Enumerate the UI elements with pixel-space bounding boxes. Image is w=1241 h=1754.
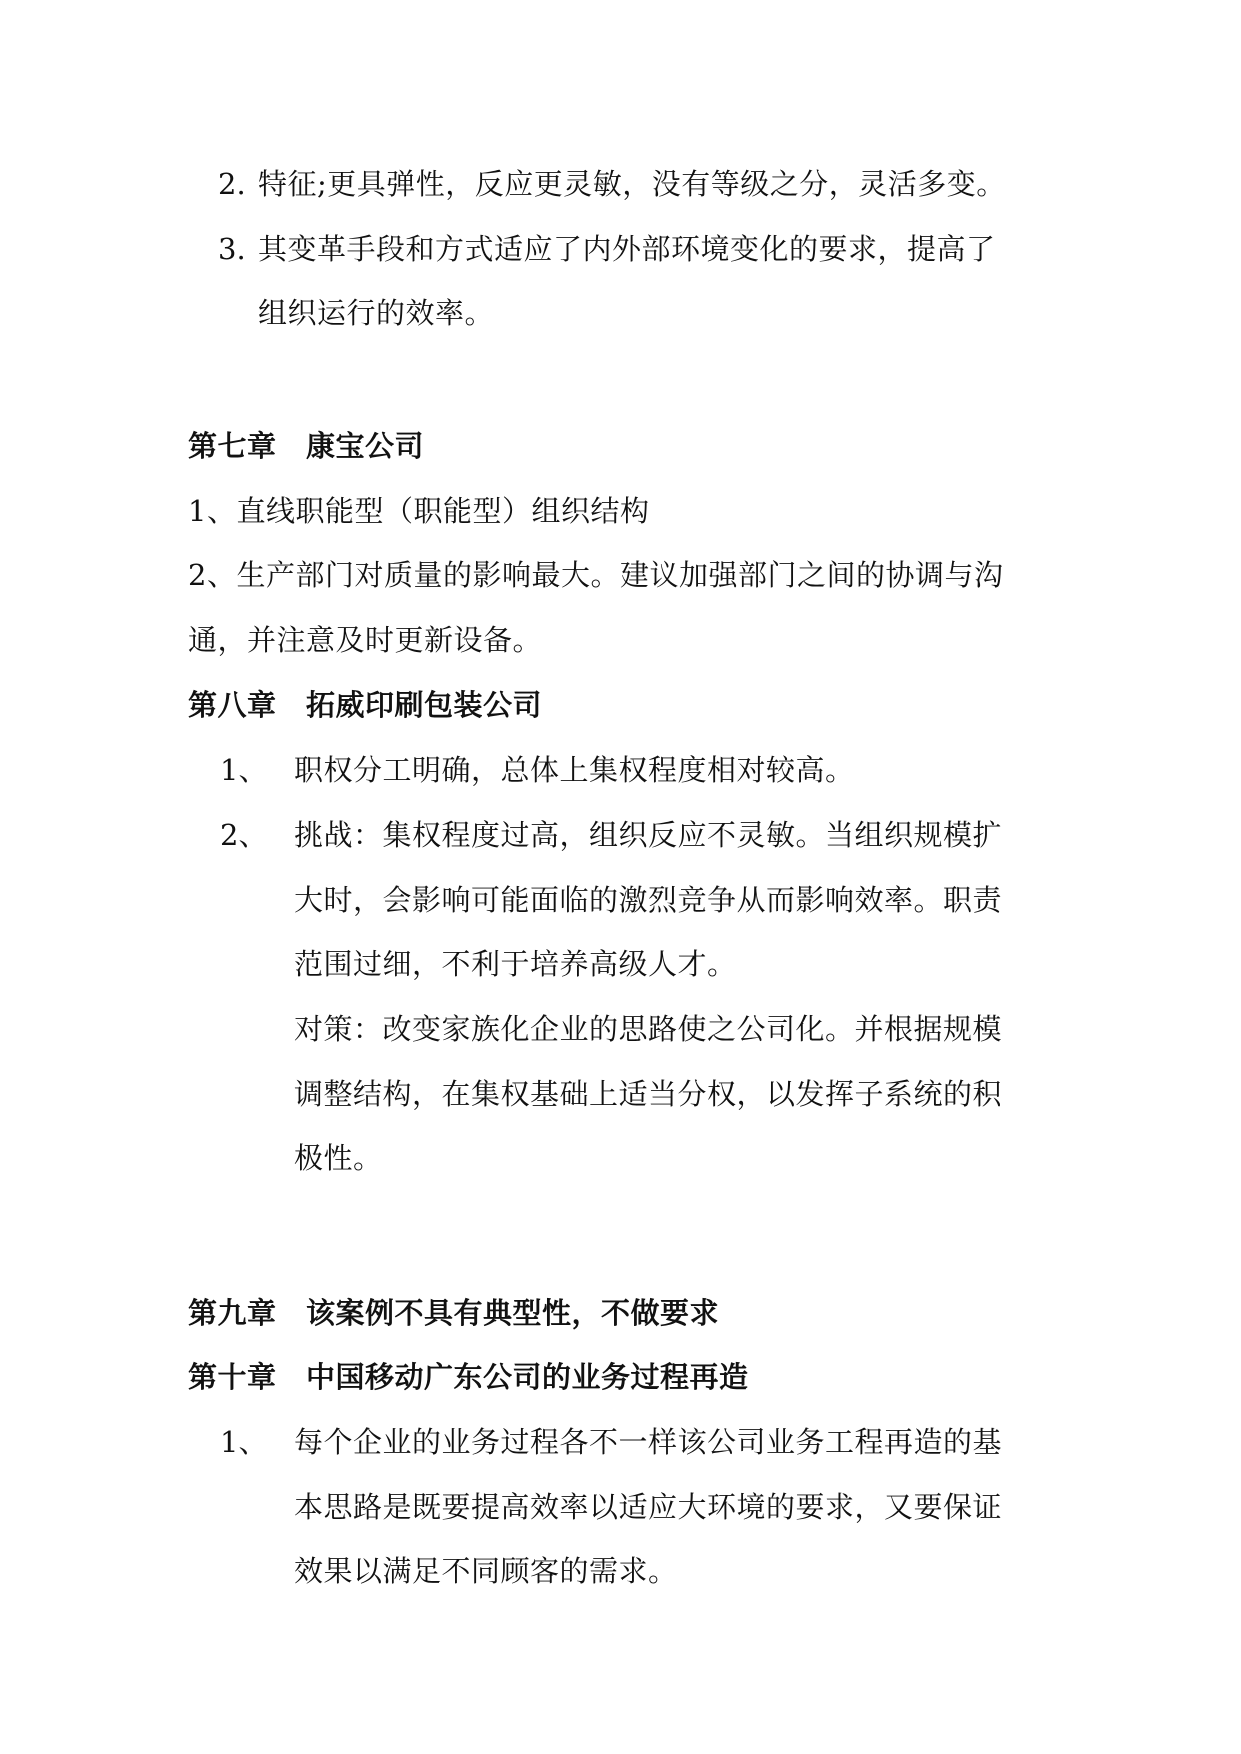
list-item-text: 其变革手段和方式适应了内外部环境变化的要求，提高了 xyxy=(258,232,996,266)
list-item-text: 组织运行的效率。 xyxy=(258,296,495,330)
list-item-text: 极性。 xyxy=(294,1141,383,1175)
list-item-text: 调整结构，在集权基础上适当分权，以发挥子系统的积 xyxy=(294,1077,1003,1111)
list-item-text: 职权分工明确，总体上集权程度相对较高。 xyxy=(294,753,855,787)
chapter-heading: 第十章 中国移动广东公司的业务过程再造 xyxy=(188,1360,749,1394)
list-number: 3. xyxy=(218,232,246,266)
list-number: 1、 xyxy=(220,1425,268,1459)
chapter-heading: 第九章 该案例不具有典型性，不做要求 xyxy=(188,1296,720,1330)
list-item-text: 对策：改变家族化企业的思路使之公司化。并根据规模 xyxy=(294,1012,1003,1046)
list-number: 2、 xyxy=(220,818,268,852)
list-item-text: 本思路是既要提高效率以适应大环境的要求，又要保证 xyxy=(294,1490,1003,1524)
list-number: 1、 xyxy=(220,753,268,787)
chapter-heading: 第七章 康宝公司 xyxy=(188,429,425,463)
list-item-text: 特征;更具弹性，反应更灵敏，没有等级之分，灵活多变。 xyxy=(258,167,1006,201)
list-item-text: 大时，会影响可能面临的激烈竞争从而影响效率。职责 xyxy=(294,883,1003,917)
paragraph: 通，并注意及时更新设备。 xyxy=(188,623,543,657)
list-item-text: 挑战：集权程度过高，组织反应不灵敏。当组织规模扩 xyxy=(294,818,1003,852)
list-number: 2. xyxy=(218,167,246,201)
list-item-text: 每个企业的业务过程各不一样该公司业务工程再造的基 xyxy=(294,1425,1003,1459)
chapter-heading: 第八章 拓威印刷包装公司 xyxy=(188,688,543,722)
list-item-text: 效果以满足不同顾客的需求。 xyxy=(294,1554,678,1588)
paragraph: 2、生产部门对质量的影响最大。建议加强部门之间的协调与沟 xyxy=(188,558,1004,592)
paragraph: 1、直线职能型（职能型）组织结构 xyxy=(188,494,650,528)
list-item-text: 范围过细，不利于培养高级人才。 xyxy=(294,947,737,981)
